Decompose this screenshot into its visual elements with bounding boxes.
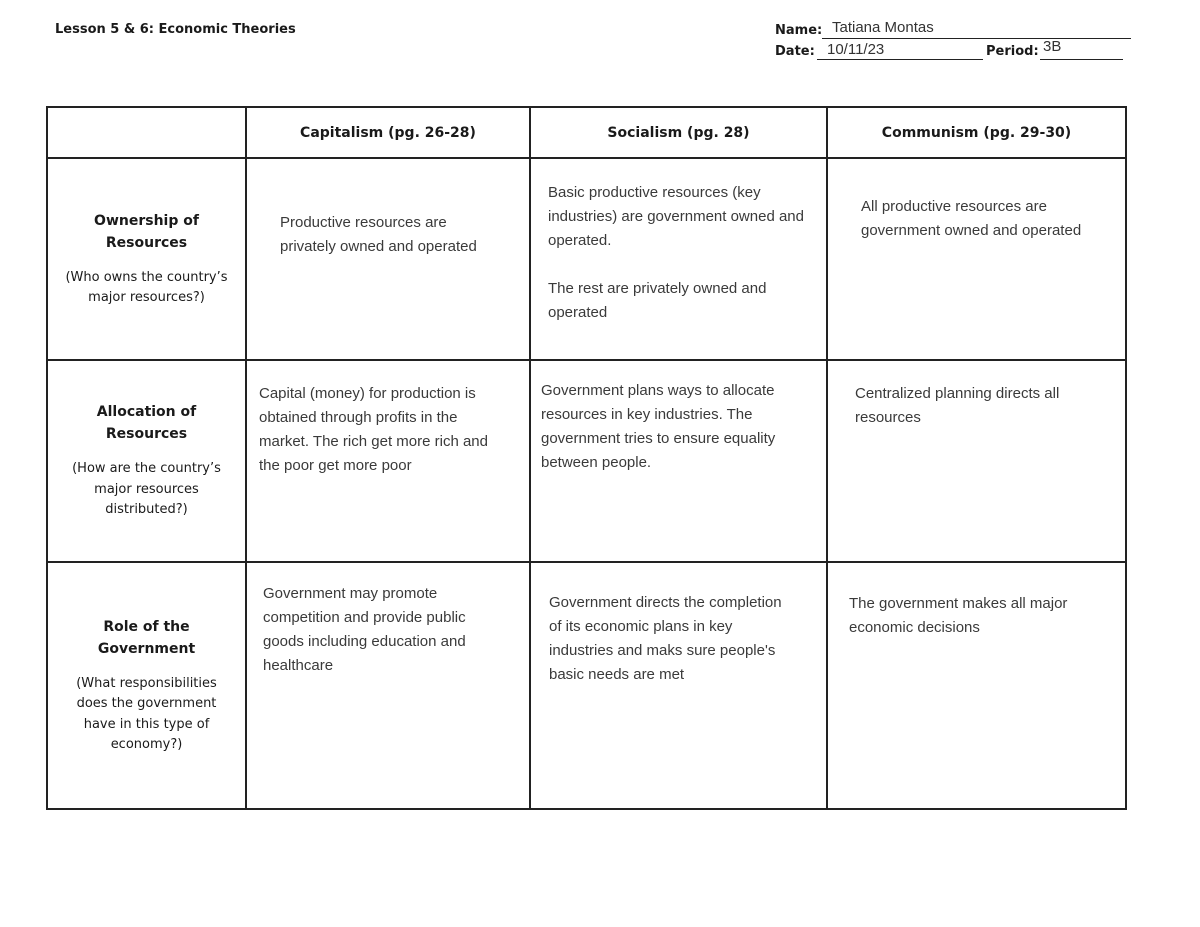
cell-text: All productive resources are government owned and operated: [861, 198, 1082, 239]
row-question: (Who owns the country’s major resources?): [65, 269, 228, 305]
date-underline: [817, 59, 983, 60]
cell-capitalism-allocation[interactable]: [246, 360, 530, 562]
period-label: Period:: [986, 44, 1039, 59]
cell-socialism-role[interactable]: [530, 562, 827, 809]
economic-theories-table: [46, 106, 1127, 810]
cell-socialism-ownership[interactable]: [530, 158, 827, 360]
date-field[interactable]: 10/11/23: [827, 41, 885, 58]
column-header-communism: Communism (pg. 29-30): [827, 107, 1126, 158]
row-header-ownership: [47, 158, 246, 360]
table-row: [47, 360, 1126, 562]
cell-text: Government plans ways to allocate resources in key industries. The government tries to ensure equality between people.: [541, 382, 776, 471]
lesson-title: Lesson 5 & 6: Economic Theories: [55, 22, 296, 37]
cell-communism-role[interactable]: [827, 562, 1126, 809]
name-field[interactable]: Tatiana Montas: [832, 19, 934, 36]
row-title: Ownership of Resources: [94, 212, 199, 251]
cell-communism-allocation[interactable]: [827, 360, 1126, 562]
table-header-row: [47, 107, 1126, 158]
row-question: (What responsibilities does the government have in this type of economy?): [76, 675, 217, 752]
row-header-allocation: [47, 360, 246, 562]
cell-text: Basic productive resources (key industries) are government owned and operated.: [548, 184, 804, 249]
cell-capitalism-role[interactable]: [246, 562, 530, 809]
column-header-capitalism: Capitalism (pg. 26-28): [246, 107, 530, 158]
cell-text: Government directs the completion of its economic plans in key industries and maks sure people's basic needs are met: [549, 594, 782, 683]
row-question: (How are the country’s major resources distributed?): [72, 461, 221, 518]
cell-text: Government may promote competition and provide public goods including education and healthcare: [263, 585, 466, 674]
cell-text: Capital (money) for production is obtained through profits in the market. The rich get more rich and the poor get more poor: [259, 385, 488, 474]
cell-text: Centralized planning directs all resources: [855, 385, 1060, 426]
column-header-blank: [47, 107, 246, 158]
cell-text: The rest are privately owned and operated: [548, 280, 767, 321]
cell-text: Productive resources are privately owned and operated: [280, 214, 477, 255]
cell-text: The government makes all major economic decisions: [849, 595, 1068, 636]
row-title: Role of the Government: [97, 618, 196, 657]
row-title: Allocation of Resources: [96, 404, 197, 443]
date-label: Date:: [775, 44, 815, 59]
cell-communism-ownership[interactable]: [827, 158, 1126, 360]
row-header-role: [47, 562, 246, 809]
table-row: [47, 158, 1126, 360]
name-label: Name:: [775, 23, 823, 38]
table-row: [47, 562, 1126, 809]
cell-capitalism-ownership[interactable]: [246, 158, 530, 360]
period-underline: [1040, 59, 1123, 60]
name-underline: [822, 38, 1131, 39]
period-field[interactable]: 3B: [1043, 38, 1062, 55]
cell-socialism-allocation[interactable]: [530, 360, 827, 562]
column-header-socialism: Socialism (pg. 28): [530, 107, 827, 158]
